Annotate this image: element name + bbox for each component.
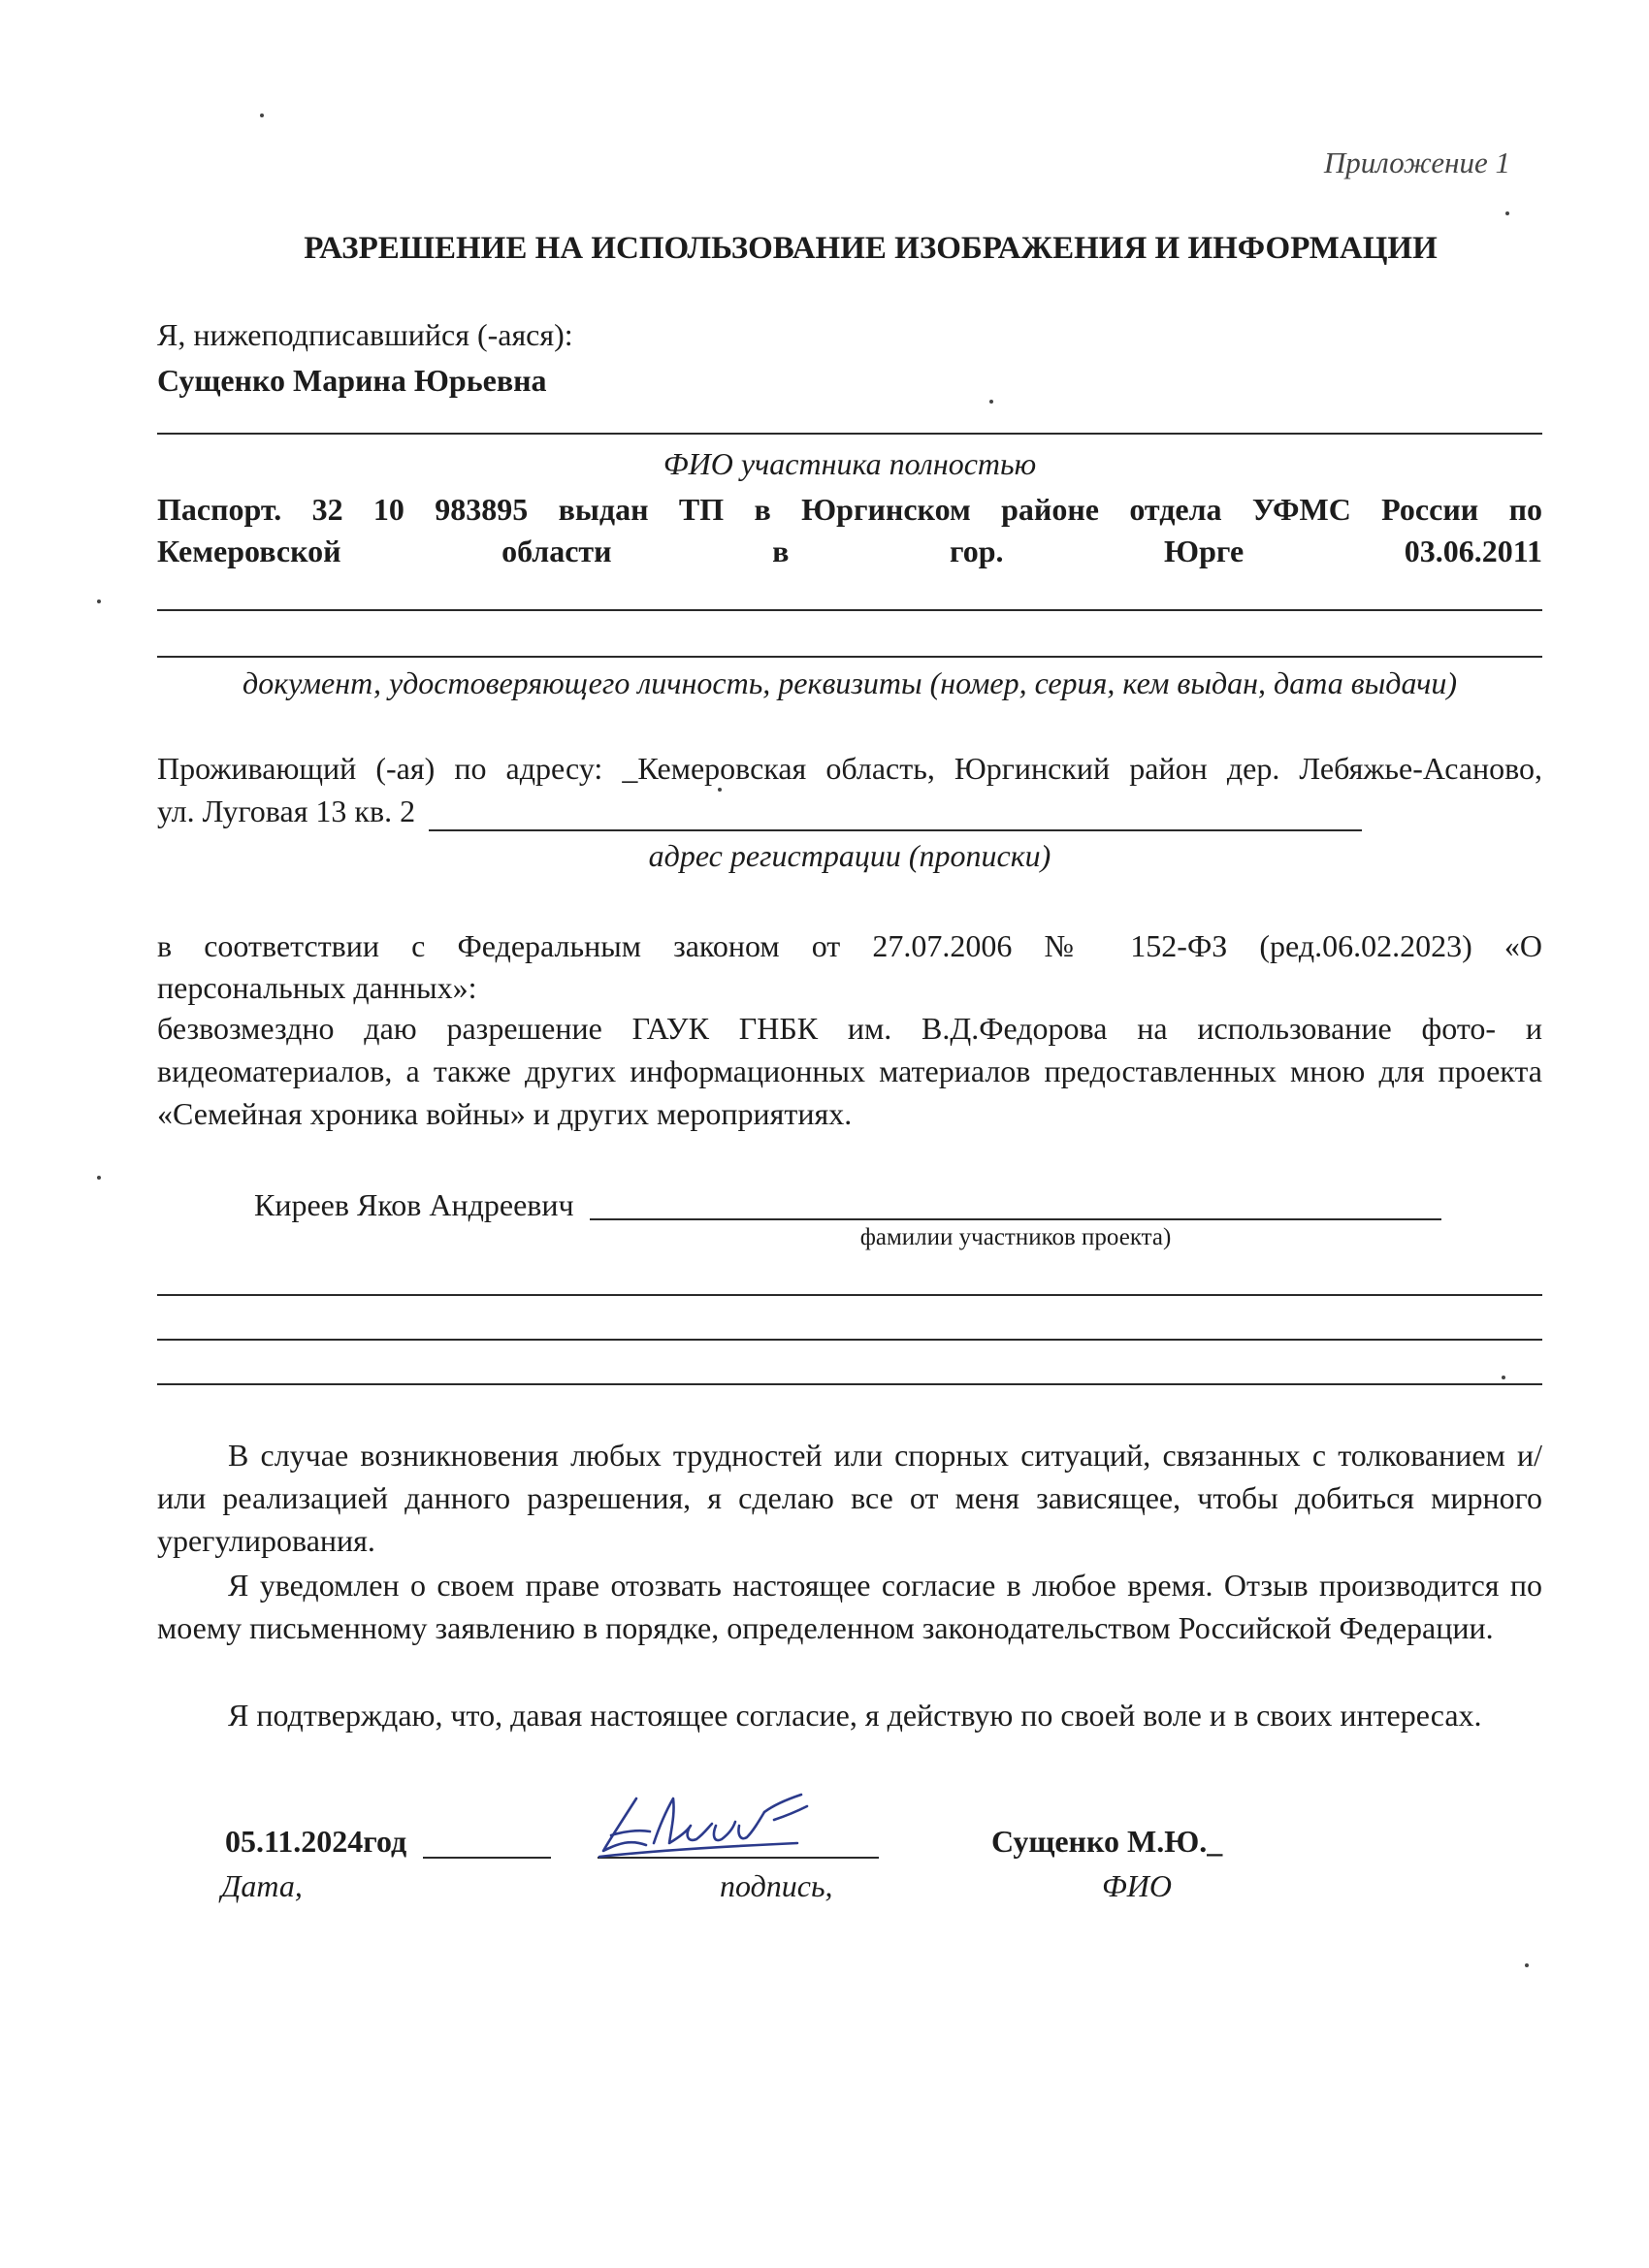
caption-address: адрес регистрации (прописки) bbox=[648, 838, 1051, 873]
address-line-1: Проживающий (-ая) по адресу: _Кемеровская область, Юргинский район дер. Лебяжье-Асаново, bbox=[157, 751, 1542, 786]
passport-line-2 bbox=[157, 532, 1542, 570]
participant-name: Сущенко Марина Юрьевна bbox=[157, 363, 547, 398]
caption-participants: фамилии участников проекта) bbox=[859, 1224, 1172, 1250]
participants-line-2 bbox=[157, 1339, 1542, 1341]
scan-speck bbox=[718, 788, 722, 792]
passport-word: области bbox=[501, 534, 612, 568]
document-title: РАЗРЕШЕНИЕ НА ИСПОЛЬЗОВАНИЕ ИЗОБРАЖЕНИЯ И ИНФОРМАЦИИ bbox=[304, 231, 1438, 266]
handwritten-signature bbox=[594, 1787, 817, 1864]
paragraph-text: В случае возникновения любых трудностей или спорных ситуаций, связанных с толкованием и/или реализацией данного разрешения, я сделаю все от меня зависящее, чтобы добиться мирного урегулирования. bbox=[157, 1438, 1542, 1558]
scan-speck bbox=[97, 1176, 101, 1180]
label-fio: ФИО bbox=[1102, 1868, 1172, 1903]
paragraph-text: Я уведомлен о своем праве отозвать настоящее согласие в любое время. Отзыв производится по моему письменному заявлению в порядке, определенном законодательством Российской Федерации. bbox=[157, 1568, 1542, 1645]
document-underline-2 bbox=[157, 656, 1542, 658]
signer-fio: Сущенко М.Ю._ bbox=[991, 1824, 1223, 1859]
law-line-1: в соответствии с Федеральным законом от 27.07.2006 № 152-ФЗ (ред.06.02.2023) «О bbox=[157, 928, 1542, 963]
scan-speck bbox=[1525, 1963, 1529, 1967]
scan-speck bbox=[1505, 211, 1509, 215]
paragraph-confirmation bbox=[157, 1694, 1542, 1736]
participant-underline bbox=[590, 1218, 1441, 1220]
address-line-2: ул. Луговая 13 кв. 2 bbox=[157, 794, 416, 828]
paragraph-withdrawal bbox=[157, 1564, 1542, 1649]
scan-speck bbox=[97, 599, 101, 603]
participants-line-1 bbox=[157, 1294, 1542, 1296]
name-underline bbox=[157, 433, 1542, 435]
passport-word: гор. bbox=[949, 534, 1004, 568]
participants-line-3 bbox=[157, 1383, 1542, 1385]
label-date: Дата, bbox=[221, 1868, 303, 1903]
signature-date: 05.11.2024год bbox=[225, 1824, 407, 1859]
law-line-2: персональных данных»: bbox=[157, 970, 477, 1005]
caption-fio: ФИО участника полностью bbox=[663, 446, 1037, 481]
document-underline-1 bbox=[157, 609, 1542, 611]
paragraph-disputes bbox=[157, 1434, 1542, 1562]
passport-issue-date: 03.06.2011 bbox=[1404, 534, 1542, 568]
address-underline bbox=[429, 829, 1362, 831]
date-underline bbox=[423, 1857, 551, 1859]
label-signature: подпись, bbox=[720, 1868, 833, 1903]
undersigned-intro: Я, нижеподписавшийся (-аяся): bbox=[157, 317, 573, 352]
scan-speck bbox=[989, 400, 993, 404]
paragraph-text: Я подтверждаю, что, давая настоящее согласие, я действую по своей воле и в своих интересах. bbox=[228, 1698, 1482, 1733]
passport-line-1: Паспорт. 32 10 983895 выдан ТП в Юргинском районе отдела УФМС России по bbox=[157, 492, 1542, 527]
scan-speck bbox=[260, 113, 264, 117]
caption-document: документ, удостоверяющего личность, реквизиты (номер, серия, кем выдан, дата выдачи) bbox=[242, 665, 1457, 700]
project-participant: Киреев Яков Андреевич bbox=[254, 1187, 574, 1222]
permission-text: безвозмездно даю разрешение ГАУК ГНБК им. В.Д.Федорова на использование фото- и видеоматериалов, а также других информационных материалов предоставленных мною для проекта «Семейная хроника войны» и других мероприятиях. bbox=[157, 1011, 1542, 1131]
passport-word: Юрге bbox=[1164, 534, 1245, 568]
passport-word: в bbox=[772, 534, 790, 568]
scan-speck bbox=[1502, 1376, 1505, 1379]
appendix-label: Приложение 1 bbox=[1323, 146, 1510, 179]
passport-word: Кемеровской bbox=[157, 534, 341, 568]
